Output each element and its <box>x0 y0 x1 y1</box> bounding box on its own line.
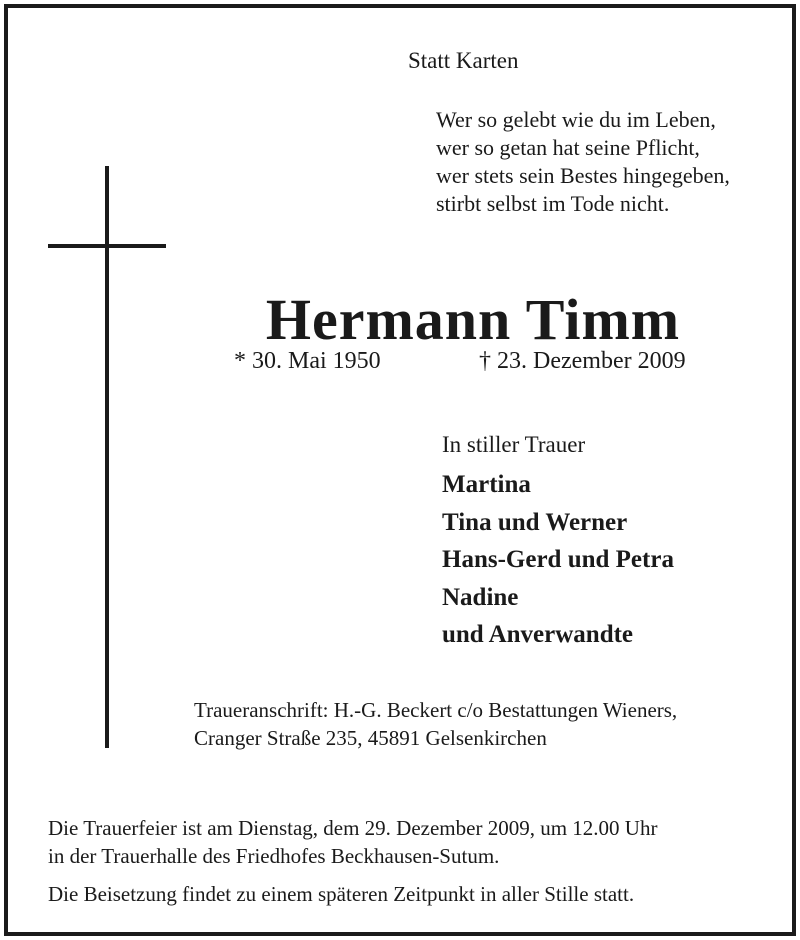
burial-info: Die Beisetzung findet zu einem späteren Zeitpunkt in aller Stille statt. <box>48 882 635 906</box>
death-date: † 23. Dezember 2009 <box>479 348 686 374</box>
poem <box>436 106 730 218</box>
address-line: Cranger Straße 235, 45891 Gelsenkirchen <box>194 726 547 750</box>
cross-vertical-bar <box>105 166 109 748</box>
mourner-entry: Nadine <box>442 583 519 611</box>
mourner-entry: Martina <box>442 471 531 498</box>
mourners-list <box>442 466 674 654</box>
header-text: Statt Karten <box>408 48 519 73</box>
address-line: Traueranschrift: H.-G. Beckert c/o Bestattungen Wieners, <box>194 698 678 722</box>
poem-line: Wer so gelebt wie du im Leben, <box>436 107 716 132</box>
ceremony-line: Die Trauerfeier ist am Dienstag, dem 29. Dezember 2009, um 12.00 Uhr <box>48 816 658 840</box>
poem-line: wer stets sein Bestes hingegeben, <box>436 163 730 188</box>
mourning-label: In stiller Trauer <box>442 432 586 457</box>
mourner-entry: Tina und Werner <box>442 508 628 536</box>
cross-horizontal-bar <box>48 244 166 248</box>
ceremony-line: in der Trauerhalle des Friedhofes Beckhausen-Sutum. <box>48 844 500 868</box>
deceased-name: Hermann Timm <box>265 287 681 352</box>
mourning-address <box>194 696 677 752</box>
obituary-notice <box>4 4 796 936</box>
ceremony-info <box>48 814 657 870</box>
poem-line: stirbt selbst im Tode nicht. <box>436 191 670 216</box>
mourner-entry: Hans-Gerd und Petra <box>442 546 674 573</box>
mourner-entry: und Anverwandte <box>442 621 634 648</box>
birth-date: * 30. Mai 1950 <box>234 348 381 374</box>
poem-line: wer so getan hat seine Pflicht, <box>436 135 700 160</box>
